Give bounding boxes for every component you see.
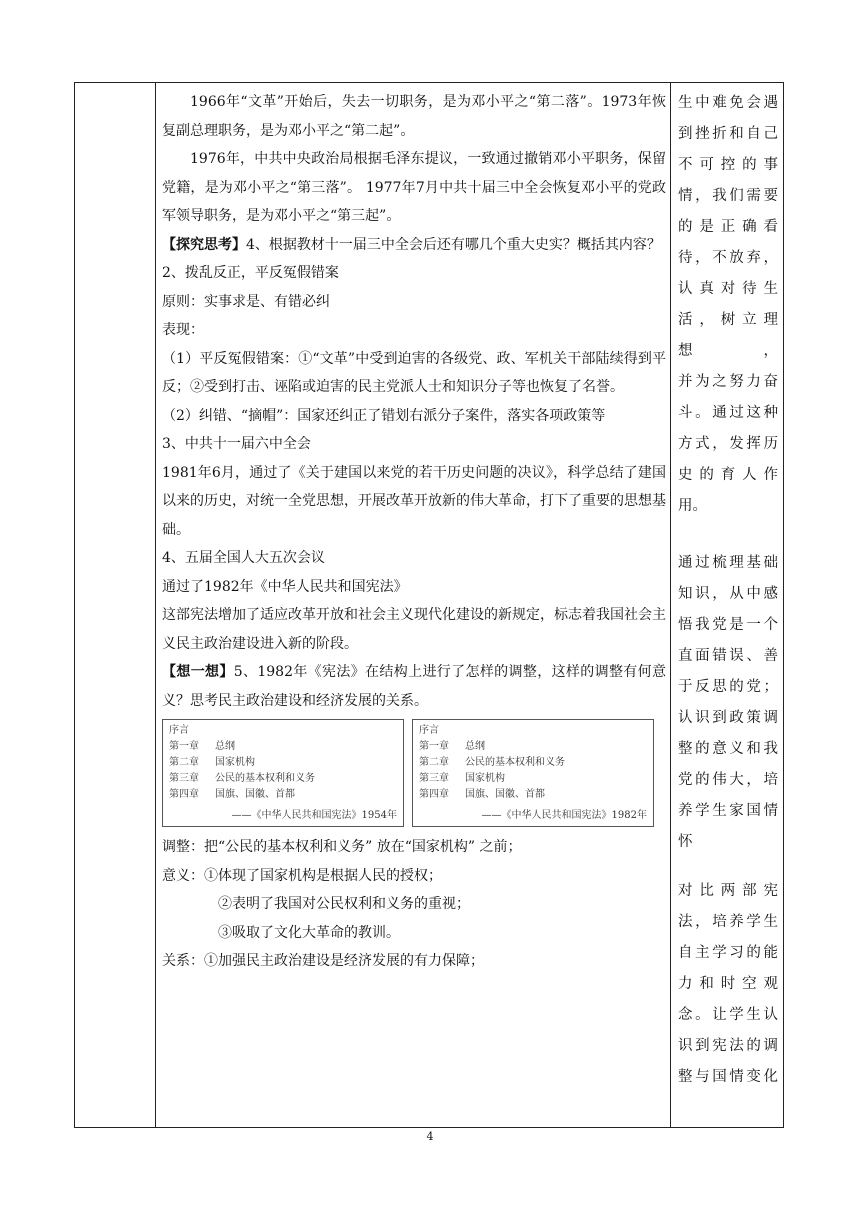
note-line: 的是正确看 (678, 219, 778, 235)
constitution-1982-figure (412, 719, 654, 827)
chapter-number: 第三章 (419, 773, 449, 784)
chapter-number: 第一章 (169, 741, 199, 752)
note-line: 不可控的事 (678, 157, 778, 173)
meaning-answer-1: 意义：①体现了国家机构是根据人民的授权； (162, 867, 442, 884)
preface-label: 序言 (169, 725, 189, 736)
note-line: 力和时空观 (678, 976, 778, 992)
chapter-row (419, 787, 647, 803)
design-note-3 (678, 876, 778, 1093)
note-line: 整的意义和我 (678, 741, 778, 757)
section-4-pass: 通过了1982年《中华人民共和国宪法》 (162, 578, 408, 595)
constitution-comparison (162, 719, 666, 827)
chapter-row (169, 755, 397, 771)
chapter-row (169, 787, 397, 803)
note-line: 念。让学生认 (678, 1007, 778, 1023)
section-2-principle: 原则：实事求是、有错必纠 (162, 293, 330, 310)
note-line: 整与国情变化 (678, 1069, 778, 1085)
section-3-text: 1981年6月，通过了《关于建国以来党的若干历史问题的决议》，科学总结了建国以来的历史，对统一全党思想，开展改革开放新的伟大革命，打下了重要的思想基础。 (162, 464, 666, 538)
chapter-title: 公民的基本权利和义务 (465, 757, 565, 768)
note-line: 到挫折和自己 (678, 126, 778, 142)
chapter-number: 第二章 (419, 757, 449, 768)
note-line: 知识，从中感 (678, 586, 778, 602)
chapter-number: 第四章 (419, 789, 449, 800)
question-tag: 【想一想】 (162, 664, 234, 680)
meaning-answer-2: ②表明了我国对公民权利和义务的重视； (218, 896, 470, 912)
section-4-title: 4、五届全国人大五次会议 (162, 550, 325, 566)
section-4-text: 这部宪法增加了适应改革开放和社会主义现代化建设的新规定，标志着我国社会主义民主政治建设进入新的阶段。 (162, 607, 666, 652)
note-line: 斗。通过这种 (678, 405, 778, 421)
table-divider (155, 82, 156, 1128)
meaning-answer-3: ③吸取了文化大革命的教训。 (218, 924, 400, 941)
section-2-label: 表现： (162, 322, 204, 338)
design-note-1 (678, 88, 778, 522)
paragraph-second-fall: 1966年“文革”开始后，失去一切职务，是为邓小平之“第二落”。1973年恢复副总理职务，是为邓小平之“第二起”。 (162, 94, 666, 139)
note-line: 怀 (678, 834, 693, 850)
chapter-title: 总纲 (465, 741, 485, 752)
note-line: 法，培养学生 (678, 914, 778, 930)
chapter-number: 第三章 (169, 773, 199, 784)
note-line: 史的育人作 (678, 467, 778, 483)
page-number: 4 (426, 1130, 434, 1143)
note-line: 养学生家国情 (678, 803, 778, 819)
design-note-2 (678, 548, 778, 858)
note-line: 通过梳理基础 (678, 555, 778, 571)
chapter-row (419, 755, 647, 771)
question-text: 5、1982年《宪法》在结构上进行了怎样的调整，这样的调整有何意义？思考民主政治建设和经济发展的关系。 (162, 664, 667, 709)
chapter-title: 公民的基本权利和义务 (215, 773, 315, 784)
chapter-row (419, 771, 647, 787)
note-line: 党的伟大，培 (678, 772, 778, 788)
note-line: 用。 (678, 498, 707, 514)
paragraph-third-fall: 1976年，中共中央政治局根据毛泽东提议，一致通过撤销邓小平职务，保留党籍，是为邓小平之“第三落”。 1977年7月中共十届三中全会恢复邓小平的党政军领导职务，是为邓小平之“第三起”。 (162, 151, 666, 224)
question-text: 4、根据教材十一届三中全会后还有哪几个重大史实？概括其内容？ (246, 236, 661, 253)
figure-source: ——《中华人民共和国宪法》1954年 (231, 810, 397, 821)
preface-label: 序言 (419, 725, 439, 736)
chapter-title: 总纲 (215, 741, 235, 752)
figure-source: ——《中华人民共和国宪法》1982年 (481, 810, 647, 821)
adjustment-answer: 调整：把“公民的基本权利和义务” 放在“国家机构” 之前； (162, 839, 522, 855)
chapter-title: 国家机构 (465, 773, 505, 784)
chapter-row (169, 739, 397, 755)
chapter-title: 国家机构 (215, 757, 255, 768)
note-line: 于反思的党； (678, 679, 778, 695)
note-line: 悟我党是一个 (678, 617, 778, 633)
note-line: 对比两部宪 (678, 883, 778, 899)
chapter-number: 第一章 (419, 741, 449, 752)
section-2-item-2: （2）纠错、“摘帽”：国家还纠正了错划右派分子案件，落实各项政策等 (162, 407, 606, 424)
constitution-1954-figure (162, 719, 404, 827)
content-column (162, 88, 666, 976)
question-4 (162, 231, 666, 260)
note-line: 认真对待生 (678, 281, 778, 297)
question-5 (162, 658, 666, 715)
chapter-title: 国旗、国徽、首都 (215, 789, 295, 800)
question-tag: 【探究思考】 (162, 236, 246, 253)
chapter-row (419, 739, 647, 755)
chapter-number: 第二章 (169, 757, 199, 768)
table-divider (670, 82, 671, 1128)
relation-answer-1: 关系：①加强民主政治建设是经济发展的有力保障； (162, 953, 484, 969)
note-line: 认识到政策调 (678, 710, 778, 726)
note-line: 待，不放弃， (678, 250, 778, 266)
note-line: 情，我们需要 (678, 188, 778, 204)
note-line: 活，树立理想， (678, 312, 778, 359)
note-line: 直面错误、善 (678, 648, 778, 664)
note-line: 自主学习的能 (678, 945, 778, 961)
note-line: 并为之努力奋 (678, 374, 778, 390)
note-line: 生中难免会遇 (678, 95, 778, 111)
section-3-title: 3、中共十一届六中全会 (162, 436, 311, 452)
chapter-number: 第四章 (169, 789, 199, 800)
section-2-title: 2、拨乱反正，平反冤假错案 (162, 265, 339, 281)
note-line: 识到宪法的调 (678, 1038, 778, 1054)
section-2-item-1: （1）平反冤假错案：①“文革”中受到迫害的各级党、政、军机关干部陆续得到平反；②受到打击、诬陷或迫害的民主党派人士和知识分子等也恢复了名誉。 (162, 350, 666, 395)
note-line: 方式，发挥历 (678, 436, 778, 452)
chapter-title: 国旗、国徽、首都 (465, 789, 545, 800)
chapter-row (169, 771, 397, 787)
